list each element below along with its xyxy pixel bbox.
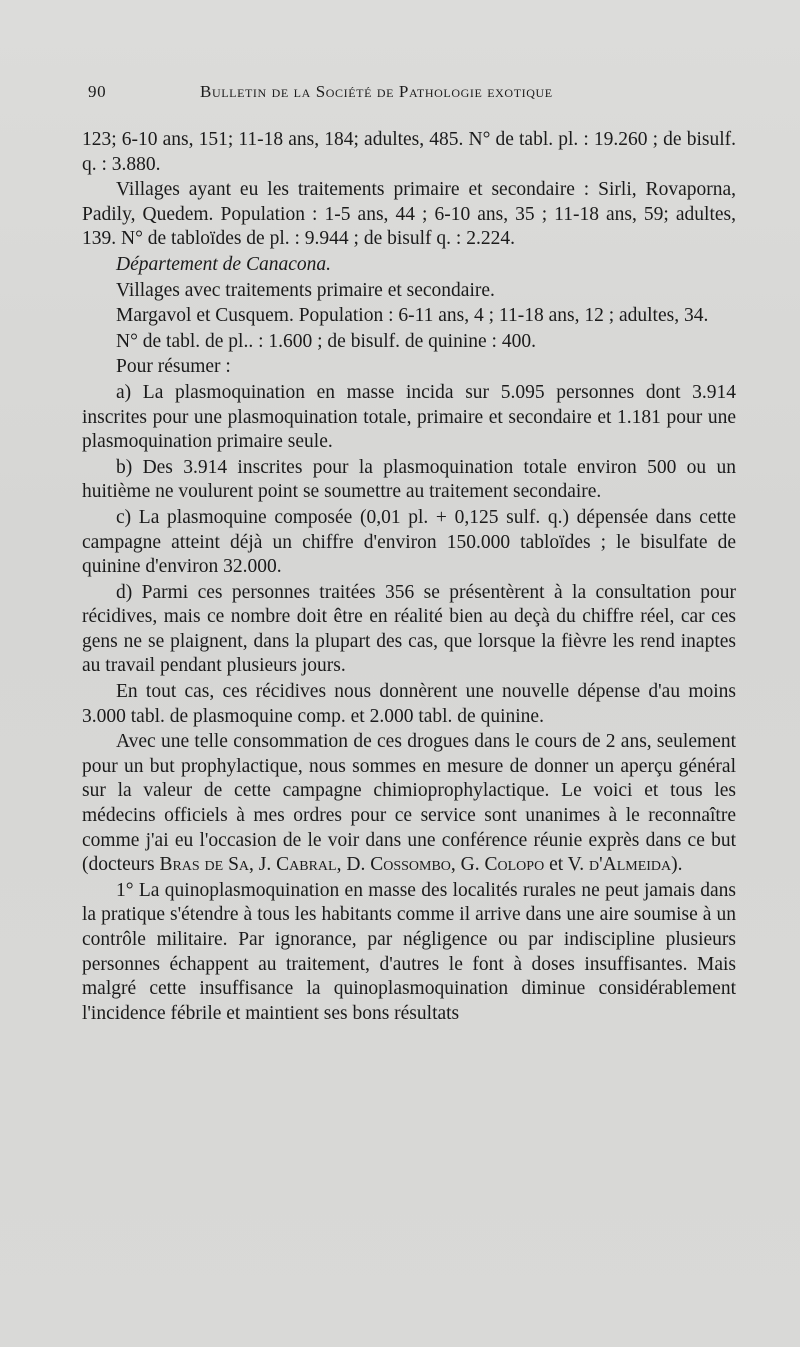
section-heading-canacona: Département de Canacona. xyxy=(116,253,331,275)
paragraph-summary-intro: Pour résumer : xyxy=(116,356,231,378)
paragraph-villages-canacona: Villages avec traitements primaire et secondaire. xyxy=(116,279,495,301)
doctor-name: Cossombo xyxy=(370,854,451,876)
separator: et V. xyxy=(544,854,589,876)
doctor-name: Bras de Sa xyxy=(159,854,250,876)
separator: , D. xyxy=(336,854,371,876)
paragraph-consumption xyxy=(82,730,736,878)
summary-item-b: b) Des 3.914 inscrites pour la plasmoquination totale environ 500 ou un huitième ne voulurent point se soumettre au traitement secondaire. xyxy=(82,456,736,503)
paragraph-tablet-counts: N° de tabl. de pl.. : 1.600 ; de bisulf. de quinine : 400. xyxy=(116,330,536,352)
separator: , J. xyxy=(249,854,277,876)
doctor-name: d'Almeida xyxy=(588,854,672,876)
running-header xyxy=(88,82,748,108)
separator: , G. xyxy=(450,854,485,876)
paragraph-point-1: 1° La quinoplasmoquination en masse des localités rurales ne peut jamais dans la pratique s'étendre à tous les habitants comme il arrive dans une aire soumise à un contrôle militaire. Par ignorance, par négligence ou par indiscipline plusieurs personnes échappent au traitement, d'autres le font à doses insuffisantes. Mais malgré cette insuffisance la quinoplasmoquination diminue considérablement l'incidence fébrile et maintient ses bons résultats xyxy=(82,879,736,1024)
body-text xyxy=(82,128,736,1027)
doctor-name: Colopo xyxy=(484,854,545,876)
paragraph-recurrences: En tout cas, ces récidives nous donnèrent une nouvelle dépense d'au moins 3.000 tabl. de plasmoquine comp. et 2.000 tabl. de quinine. xyxy=(82,681,736,727)
doctor-name: Cabral xyxy=(276,854,337,876)
running-title: Bulletin de la Société de Pathologie exotique xyxy=(200,82,553,101)
page-number: 90 xyxy=(88,82,107,101)
summary-item-a: a) La plasmoquination en masse incida sur 5.095 personnes dont 3.914 inscrites pour une plasmoquination totale, primaire et secondaire et 1.181 pour une plasmoquination primaire seule. xyxy=(82,381,736,453)
paragraph-margavol-population: Margavol et Cusquem. Population : 6-11 ans, 4 ; 11-18 ans, 12 ; adultes, 34. xyxy=(116,305,709,327)
paragraph-continuation: 123; 6-10 ans, 151; 11-18 ans, 184; adultes, 485. N° de tabl. pl. : 19.260 ; de bisulf. q. : 3.880. xyxy=(82,129,736,175)
summary-item-c: c) La plasmoquine composée (0,01 pl. + 0,125 sulf. q.) dépensée dans cette campagne atteint déjà un chiffre d'environ 150.000 tabloïdes ; le bisulfate de quinine d'environ 32.000. xyxy=(82,506,736,578)
summary-item-d: d) Parmi ces personnes traitées 356 se présentèrent à la consultation pour récidives, mais ce nombre doit être en réalité bien au deçà du chiffre réel, car ces gens ne se plaignent, dans la plupart des cas, que lorsque la fièvre les rend inaptes au travail pendant plusieurs jours. xyxy=(82,581,736,677)
separator: ). xyxy=(671,854,683,876)
paragraph-villages-primary-secondary: Villages ayant eu les traitements primaire et secondaire : Sirli, Rovaporna, Padily, Quedem. Population : 1-5 ans, 44 ; 6-10 ans, 35 ; 11-18 ans, 59; adultes, 139. N° de tabloïdes de pl. : 9.944 ; de bisulf q. : 2.224. xyxy=(82,179,736,250)
consumption-text: Avec une telle consommation de ces drogues dans le cours de 2 ans, seulement pour un but prophylactique, nous sommes en mesure de donner un aperçu général sur la valeur de cette campagne chimioprophylactique. Le voici et tous les médecins officiels à mes ordres pour ce service sont unanimes à le reconnaître comme j'ai eu l'occasion de le voir dans une conférence réunie exprès dans ce but (docteurs xyxy=(82,731,736,876)
